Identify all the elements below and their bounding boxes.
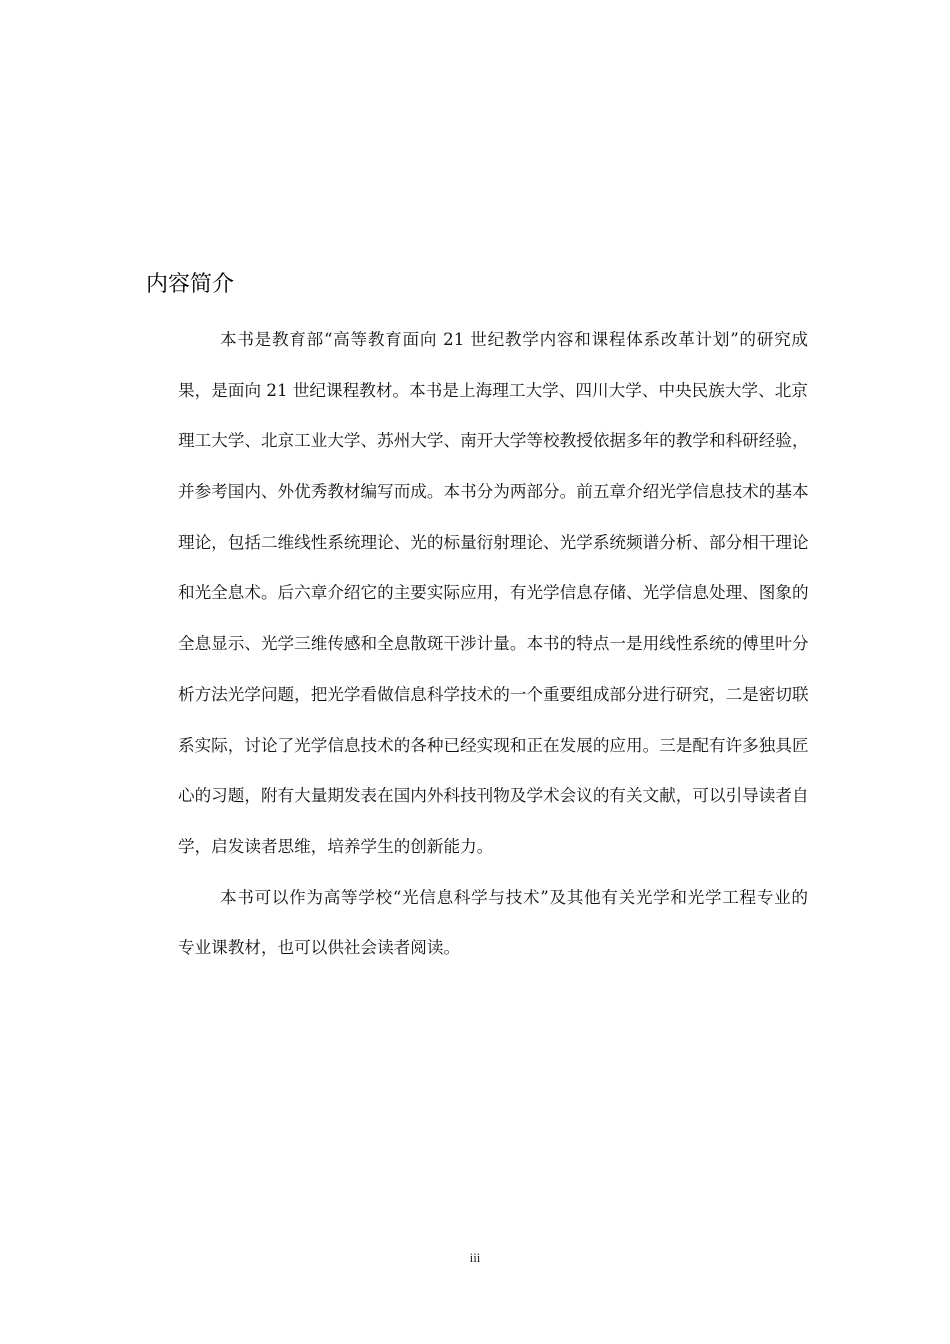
paragraph-1 <box>178 326 808 884</box>
paragraph-line: 和光全息术。后六章介绍它的主要实际应用，有光学信息存储、光学信息处理、图象的 <box>178 583 809 603</box>
paragraph-line: 本书可以作为高等学校“光信息科学与技术”及其他有关光学和光学工程专业的 <box>220 887 808 907</box>
page-number: iii <box>469 1250 481 1265</box>
paragraph-line: 析方法光学问题，把光学看做信息科学技术的一个重要组成部分进行研究，二是密切联 <box>178 684 809 704</box>
paragraph-line: 本书是教育部“高等教育面向 21 世纪教学内容和课程体系改革计划”的研究成 <box>220 330 808 349</box>
paragraph-line: 全息显示、光学三维传感和全息散斑干涉计量。本书的特点一是用线性系统的傅里叶分 <box>178 634 809 654</box>
paragraph-line: 果，是面向 21 世纪课程教材。本书是上海理工大学、四川大学、中央民族大学、北京 <box>178 380 808 400</box>
body-text <box>178 326 808 985</box>
paragraph-line: 理论，包括二维线性系统理论、光的标量衍射理论、光学系统频谱分析、部分相干理论 <box>178 532 809 552</box>
paragraph-line: 并参考国内、外优秀教材编写而成。本书分为两部分。前五章介绍光学信息技术的基本 <box>178 482 809 502</box>
page-title: 内容简介 <box>146 272 235 297</box>
paragraph-2 <box>178 884 808 985</box>
paragraph-line: 专业课教材，也可以供社会读者阅读。 <box>178 938 461 958</box>
paragraph-line: 系实际，讨论了光学信息技术的各种已经实现和正在发展的应用。三是配有许多独具匠 <box>178 735 809 755</box>
paragraph-line: 理工大学、北京工业大学、苏州大学、南开大学等校教授依据多年的教学和科研经验， <box>178 431 809 451</box>
paragraph-line: 学，启发读者思维，培养学生的创新能力。 <box>178 836 494 856</box>
paragraph-line: 心的习题，附有大量期发表在国内外科技刊物及学术会议的有关文献，可以引导读者自 <box>178 786 809 806</box>
